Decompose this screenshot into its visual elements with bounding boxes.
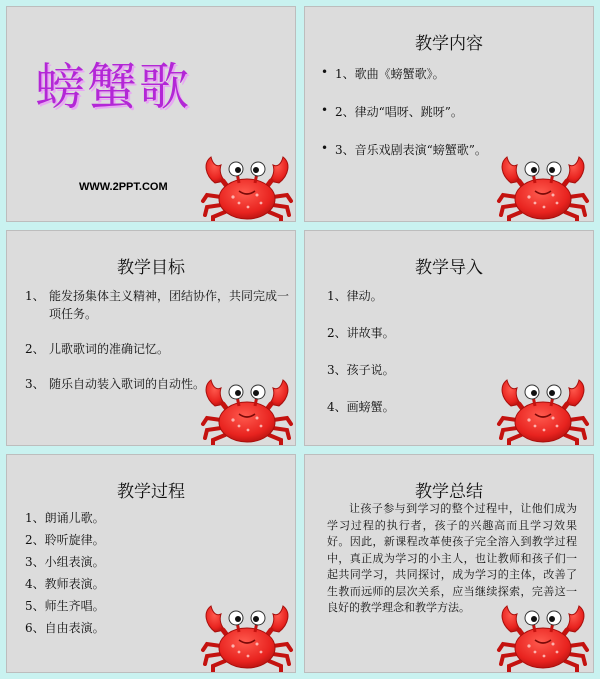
list-item: 6、自由表演。 xyxy=(25,621,105,635)
crab-icon xyxy=(495,374,591,446)
list-item: 1、朗诵儿歌。 xyxy=(25,511,105,525)
process-list xyxy=(25,509,105,641)
crab-icon xyxy=(199,151,295,222)
crab-icon xyxy=(199,600,295,673)
slide-heading: 教学过程 xyxy=(117,482,185,502)
list-item: 4、教师表演。 xyxy=(25,577,105,591)
list-item: • 2、律动“唱呀、跳呀”。 xyxy=(321,103,487,120)
slide-heading: 教学总结 xyxy=(415,482,483,502)
slide-process[interactable] xyxy=(6,454,296,673)
site-url: WWW.2PPT.COM xyxy=(79,181,168,193)
song-title: 螃蟹歌 xyxy=(35,58,191,116)
list-item: 2、聆听旋律。 xyxy=(25,533,105,547)
slide-title[interactable] xyxy=(6,6,296,222)
list-item: 5、师生齐唱。 xyxy=(25,599,105,613)
list-item: • 1、歌曲《螃蟹歌》。 xyxy=(321,65,487,82)
list-item: 1、律动。 xyxy=(327,289,383,303)
slide-content[interactable] xyxy=(304,6,594,222)
list-item: 2、讲故事。 xyxy=(327,326,395,340)
list-item: 2、 儿歌歌词的准确记忆。 xyxy=(25,342,170,356)
slide-goals[interactable] xyxy=(6,230,296,446)
list-item: 3、 随乐自动装入歌词的自动性。 xyxy=(25,377,206,391)
slide-summary[interactable] xyxy=(304,454,594,673)
crab-icon xyxy=(199,374,295,446)
summary-paragraph: 让孩子参与到学习的整个过程中，让他们成为学习过程的执行者，孩子的兴趣高而且学习效果好。因此，新课程改革使孩子完全溶入到教学过程中，真正成为学习的小主人，也让教师和孩子们一起共同学习，共同探讨，成为学习的主体，改善了生教而远师的层次关系，应当继续探索，完善这一良好的教学理念和教学方法。 xyxy=(327,502,577,614)
slide-intro[interactable] xyxy=(304,230,594,446)
list-item: 1、 能发扬集体主义精神，团结协作，共同完成一项任务。 xyxy=(25,289,290,321)
list-item: 3、小组表演。 xyxy=(25,555,105,569)
content-list xyxy=(321,65,487,179)
crab-icon xyxy=(495,600,591,673)
list-item: • 3、音乐戏剧表演“螃蟹歌”。 xyxy=(321,141,487,158)
list-item: 3、孩子说。 xyxy=(327,363,395,377)
slide-heading: 教学目标 xyxy=(117,258,185,278)
slide-heading: 教学内容 xyxy=(415,34,483,54)
crab-icon xyxy=(495,151,591,222)
slide-heading: 教学导入 xyxy=(415,258,483,278)
list-item: 4、画螃蟹。 xyxy=(327,400,395,414)
intro-list xyxy=(327,287,395,435)
